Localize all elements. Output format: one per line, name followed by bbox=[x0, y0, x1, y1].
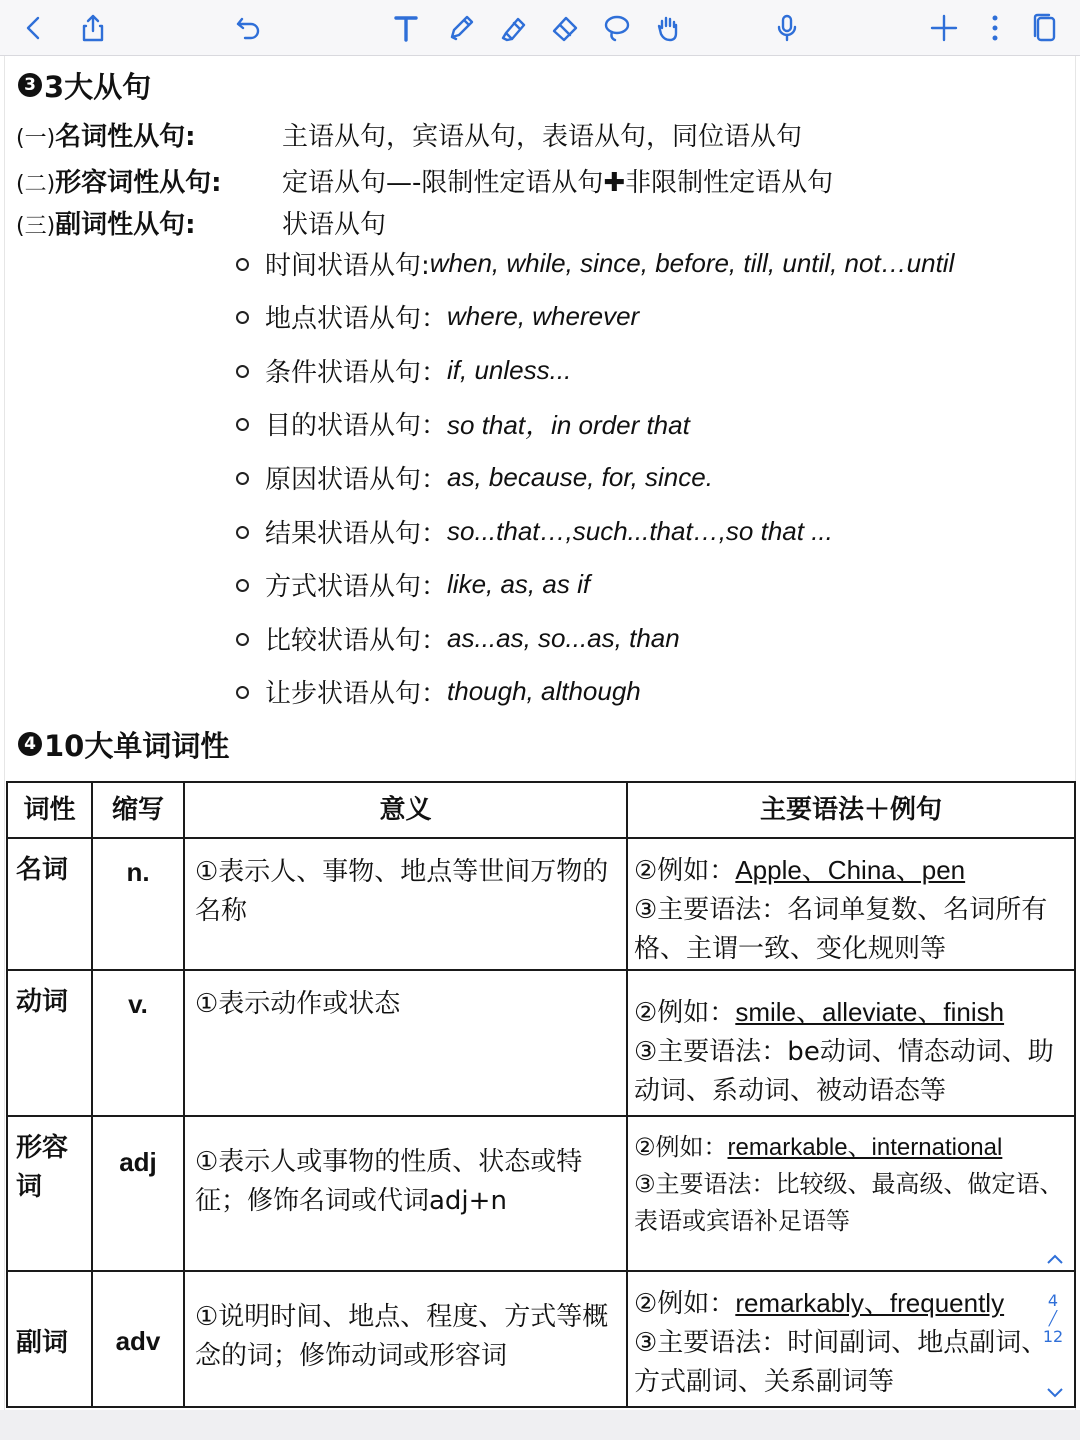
grammar-cell bbox=[627, 838, 1075, 970]
header-abbr: 缩写 bbox=[92, 782, 184, 838]
number-badge: 4 bbox=[18, 732, 42, 756]
grammar-text: ③主要语法：比较级、最高级、做定语、表语或宾语补足语等 bbox=[634, 1170, 1064, 1235]
bullet-icon bbox=[236, 258, 249, 271]
page-indicator bbox=[1042, 1292, 1064, 1346]
highlighter-icon[interactable] bbox=[493, 8, 533, 48]
clause-row-adjective bbox=[16, 160, 833, 200]
example-words: remarkable、international bbox=[727, 1134, 1003, 1161]
eraser-icon[interactable] bbox=[545, 8, 585, 48]
scroll-down-icon[interactable] bbox=[1046, 1384, 1064, 1403]
table-row bbox=[7, 1271, 1075, 1407]
bullet-icon bbox=[236, 686, 249, 699]
grammar-text: ③主要语法：be动词、情态动词、助动词、系动词、被动语态等 bbox=[634, 1037, 1054, 1106]
clause-row-noun bbox=[16, 114, 802, 154]
abbr-cell: v. bbox=[92, 970, 184, 1116]
adverbial-type: 原因状语从句： bbox=[265, 464, 448, 495]
bullet-icon bbox=[236, 633, 249, 646]
bullet-icon bbox=[236, 526, 249, 539]
adverbial-conjunctions: like, as, as if bbox=[447, 568, 591, 599]
clause-row-adverb bbox=[16, 202, 386, 242]
add-icon[interactable] bbox=[924, 8, 964, 48]
header-grammar: 主要语法＋例句 bbox=[627, 782, 1075, 838]
adverbial-type: 方式状语从句： bbox=[265, 571, 448, 602]
clause-label: (三)副词性从句: bbox=[16, 209, 196, 240]
adverbial-conjunctions: if, unless... bbox=[447, 354, 572, 385]
adverbial-type: 条件状语从句： bbox=[265, 357, 448, 388]
example-line: ②例如：remarkable、international bbox=[634, 1133, 1003, 1161]
back-chevron-icon[interactable] bbox=[14, 8, 54, 48]
abbr-cell: n. bbox=[92, 838, 184, 970]
section-4-title bbox=[18, 724, 229, 764]
bullet-icon bbox=[236, 418, 249, 431]
example-line: ②例如：remarkably、frequently bbox=[634, 1288, 1005, 1319]
adverbial-type: 时间状语从句: bbox=[265, 250, 430, 281]
list-item bbox=[236, 348, 571, 392]
pos-cell: 形容词 bbox=[7, 1116, 92, 1271]
example-words: Apple、China、pen bbox=[735, 855, 966, 885]
adverbial-conjunctions: as...as, so...as, than bbox=[447, 622, 680, 653]
grammar-cell bbox=[627, 1116, 1075, 1271]
example-words: remarkably、frequently bbox=[735, 1288, 1005, 1318]
text-tool-icon[interactable] bbox=[386, 8, 426, 48]
adverbial-type: 地点状语从句： bbox=[265, 303, 448, 334]
adverbial-conjunctions: so...that…,such...that…,so that ... bbox=[447, 515, 833, 546]
adverbial-conjunctions: though, although bbox=[447, 675, 641, 706]
section-4-title-text: 10大单词词性 bbox=[44, 728, 230, 763]
grammar-cell bbox=[627, 1271, 1075, 1407]
header-pos: 词性 bbox=[7, 782, 92, 838]
pos-cell: 动词 bbox=[7, 970, 92, 1116]
pos-cell: 名词 bbox=[7, 838, 92, 970]
list-item bbox=[236, 241, 954, 285]
scroll-up-icon[interactable] bbox=[1046, 1250, 1064, 1269]
example-line: ②例如：Apple、China、pen bbox=[634, 855, 966, 886]
section-3-title-text: 3大从句 bbox=[44, 69, 152, 104]
more-icon[interactable] bbox=[975, 8, 1015, 48]
lasso-icon[interactable] bbox=[597, 8, 637, 48]
bullet-icon bbox=[236, 311, 249, 324]
list-item bbox=[236, 294, 639, 338]
list-item bbox=[236, 669, 641, 713]
page-divider: ╱ bbox=[1048, 1311, 1058, 1327]
meaning-cell: ①表示人、事物、地点等世间万物的名称 bbox=[184, 838, 627, 970]
pages-icon[interactable] bbox=[1025, 8, 1065, 48]
adverbial-conjunctions: when, while, since, before, till, until, not…until bbox=[429, 247, 955, 278]
grammar-text: ③主要语法：名词单复数、名词所有格、主谓一致、变化规则等 bbox=[634, 895, 1048, 964]
grammar-text: ③主要语法：时间副词、地点副词、方式副词、关系副词等 bbox=[634, 1328, 1048, 1397]
clause-value: 定语从句—-限制性定语从句✚非限制性定语从句 bbox=[282, 167, 834, 198]
section-3-title bbox=[18, 66, 151, 104]
clause-label: (一)名词性从句: bbox=[16, 121, 196, 152]
bullet-icon bbox=[236, 579, 249, 592]
hand-icon[interactable] bbox=[648, 8, 688, 48]
clause-label: (二)形容词性从句: bbox=[16, 167, 222, 198]
undo-icon[interactable] bbox=[229, 8, 269, 48]
meaning-cell: ①表示人或事物的性质、状态或特征；修饰名词或代词adj+n bbox=[184, 1116, 627, 1271]
clause-value: 状语从句 bbox=[282, 209, 387, 240]
table-row bbox=[7, 1116, 1075, 1271]
adverbial-type: 结果状语从句： bbox=[265, 518, 448, 549]
page-gap bbox=[0, 1410, 1080, 1440]
pos-cell: 副词 bbox=[7, 1271, 92, 1407]
header-meaning: 意义 bbox=[184, 782, 627, 838]
pen-icon[interactable] bbox=[441, 8, 481, 48]
meaning-cell: ①表示动作或状态 bbox=[184, 970, 627, 1116]
example-words: smile、alleviate、finish bbox=[735, 997, 1005, 1027]
adverbial-type: 让步状语从句： bbox=[265, 678, 448, 709]
adverbial-conjunctions: as, because, for, since. bbox=[447, 461, 713, 492]
total-pages: 12 bbox=[1042, 1327, 1064, 1346]
number-badge: 3 bbox=[18, 73, 42, 97]
abbr-cell: adv bbox=[92, 1271, 184, 1407]
list-item bbox=[236, 562, 590, 606]
meaning-cell: ①说明时间、地点、程度、方式等概念的词；修饰动词或形容词 bbox=[184, 1271, 627, 1407]
list-item bbox=[236, 616, 680, 660]
abbr-cell: adj bbox=[92, 1116, 184, 1271]
list-item bbox=[236, 455, 713, 499]
adverbial-type: 目的状语从句： bbox=[265, 410, 448, 441]
adverbial-conjunctions: where, wherever bbox=[447, 300, 640, 331]
example-line: ②例如：smile、alleviate、finish bbox=[634, 997, 1005, 1028]
bullet-icon bbox=[236, 365, 249, 378]
bullet-icon bbox=[236, 472, 249, 485]
list-item bbox=[236, 401, 690, 445]
grammar-cell bbox=[627, 970, 1075, 1116]
clause-value: 主语从句，宾语从句，表语从句，同位语从句 bbox=[282, 121, 803, 152]
adverbial-type: 比较状语从句： bbox=[265, 625, 448, 656]
table-row bbox=[7, 970, 1075, 1116]
table-header-row bbox=[7, 782, 1075, 838]
parts-of-speech-table bbox=[6, 781, 1076, 1408]
adverbial-conjunctions: so that，in order that bbox=[447, 409, 690, 440]
current-page: 4 bbox=[1047, 1291, 1059, 1310]
list-item bbox=[236, 509, 833, 553]
microphone-icon[interactable] bbox=[767, 8, 807, 48]
table-row bbox=[7, 838, 1075, 970]
toolbar bbox=[0, 0, 1080, 56]
share-icon[interactable] bbox=[73, 8, 113, 48]
